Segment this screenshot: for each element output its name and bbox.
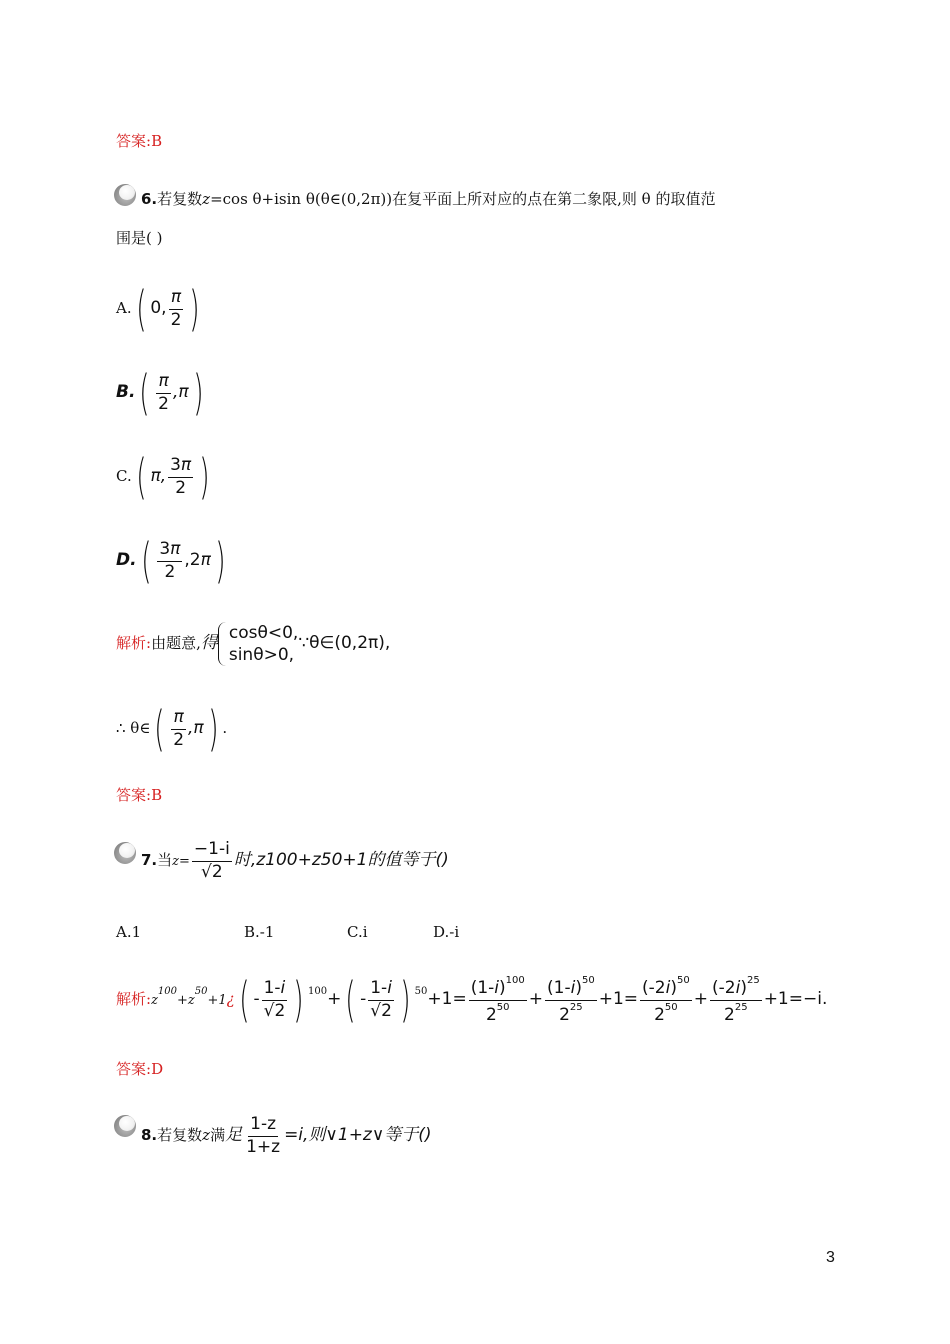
question-bullet-icon: [114, 1115, 138, 1137]
top-answer-line: [116, 134, 162, 149]
q7-analysis: 解析$:z^{100}+z^{50}+1¿$( - $\frac{1-i}{√2}$ ) $^{100}$+( - $\frac{1-i}{√2}$ ) $^{50}$+1= $\frac{(1-i)^{100}}{2^{50}}$ + $\frac{(1-i)^{50}}{2^{25}}$ +1= $\frac{(-2i)^{50}}{2^{50}}$ + $\frac{(-2i)^{25}}{2^{25}}$ +1=−i.: [116, 972, 828, 1029]
q8-stem: 8.若复数z满足 $\frac{1-z}{1+z}$ =i,则∨1+z∨等于(): [141, 1114, 432, 1157]
q6-stem: 6.若复数z=cos θ+isin θ(θ∈(0,2π))在复平面上所对应的点在第二象限,则 θ 的取值范: [141, 190, 716, 208]
answer-label: 答案:: [116, 132, 152, 150]
q7-stem: 7.当z= $\frac{-1-i}{√2}$ 时,z100+z50+1的值等于(): [141, 839, 449, 882]
q6-option-d: D.( $\frac{3\pi}{2}$ ,2π): [116, 533, 226, 589]
q6-analysis: 解析:由题意,得 cosθ<0, sinθ>0, ∵θ∈(0,2π),: [116, 623, 391, 665]
q6-option-a: A.( 0, $\frac{\pi}{2}$ ): [116, 281, 200, 337]
q7-answer-line: 答案:D: [116, 1060, 164, 1078]
q6-option-c: C.( π, $\frac{3\pi}{2}$ ): [116, 449, 210, 505]
q6-stem-cont: 围是( ): [116, 229, 163, 247]
answer-value: B: [151, 132, 163, 150]
q6-option-b: B.( $\frac{\pi}{2}$ ,π): [116, 365, 204, 421]
q6-conclusion: ∴ θ∈( $\frac{\pi}{2}$ ,π) .: [116, 701, 228, 757]
question-bullet-icon: [114, 842, 138, 864]
question-bullet-icon: [114, 184, 138, 206]
q6-answer-line: 答案:B: [116, 786, 163, 804]
page-number: 3: [826, 1249, 835, 1266]
